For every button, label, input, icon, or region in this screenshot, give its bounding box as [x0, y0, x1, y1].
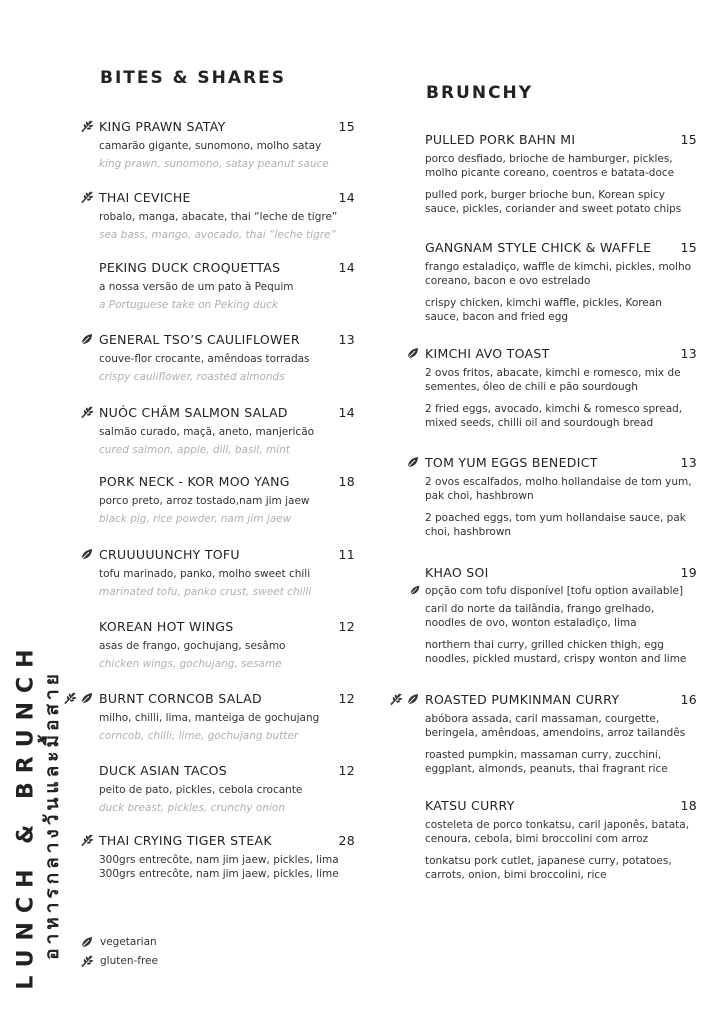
menu-item-header: [425, 798, 697, 814]
menu-item-price: 12: [338, 691, 355, 706]
menu-item-name: NUÓC CHÂM SALMON SALAD: [99, 405, 288, 420]
menu-item: [99, 763, 355, 815]
menu-item-description-pt: 2 ovos fritos, abacate, kimchi e romesco, mix de sementes, óleo de chili e pão sourdough: [425, 367, 681, 393]
menu-item-description-pt: caril do norte da tailândia, frango grelhado, noodles de ovo, wonton estaladiço, lima: [425, 603, 655, 629]
menu-item-description-en: sea bass, mango, avocado, thai “leche tigre”: [99, 229, 336, 241]
menu-item-description-pt: asas de frango, gochujang, sesâmo: [99, 640, 286, 652]
leaf-icon: [80, 332, 94, 346]
menu-item-name: GENERAL TSO’S CAULIFLOWER: [99, 332, 300, 347]
menu-item: [99, 547, 355, 599]
menu-item: [425, 565, 697, 666]
menu-item-header: [425, 455, 697, 471]
menu-item-description-en: chicken wings, gochujang, sesame: [99, 658, 282, 670]
menu-item-name: BURNT CORNCOB SALAD: [99, 691, 262, 706]
menu-item-header: [99, 691, 355, 707]
menu-item-description-pt: frango estaladiço, waffle de kimchi, pickles, molho coreano, bacon e ovo estrelado: [425, 261, 692, 287]
menu-item-note-text: opção com tofu disponível [tofu option available]: [425, 585, 684, 597]
bites-section-title: BITES & SHARES: [100, 68, 286, 88]
leaf-icon: [406, 692, 420, 706]
menu-item-header: [425, 692, 697, 708]
menu-item-name: CRUUUUUNCHY TOFU: [99, 547, 240, 562]
wheat-icon: [80, 405, 94, 419]
menu-item-name: THAI CEVICHE: [99, 190, 191, 205]
menu-item-header: [99, 474, 355, 490]
menu-item-description-en: 2 poached eggs, tom yum hollandaise sauce, pak choi, hashbrown: [425, 512, 686, 538]
menu-item: [425, 455, 697, 539]
menu-item-price: 13: [338, 332, 355, 347]
menu-item-name: DUCK ASIAN TACOS: [99, 763, 228, 778]
diet-icons: [80, 833, 94, 847]
menu-item-name: TOM YUM EGGS BENEDICT: [425, 455, 598, 470]
diet-icons: [406, 346, 420, 360]
menu-item-name: KHAO SOI: [425, 565, 489, 580]
menu-item: [425, 798, 697, 882]
leaf-icon: [80, 935, 94, 949]
menu-item: [425, 240, 697, 324]
legend-vegetarian: [80, 935, 157, 949]
menu-item-description-pt: robalo, manga, abacate, thai “leche de tigre”: [99, 211, 338, 223]
menu-item-price: 12: [338, 763, 355, 778]
menu-item-description-en: marinated tofu, panko crust, sweet chilli: [99, 586, 312, 598]
menu-item-price: 15: [338, 119, 355, 134]
side-title-english: LUNCH & BRUNCH: [13, 640, 39, 990]
menu-item-price: 14: [338, 260, 355, 275]
menu-item-price: 28: [338, 833, 355, 848]
menu-item-description-pt: costeleta de porco tonkatsu, caril japonês, batata, cenoura, cebola, bimi broccolini com arroz: [425, 819, 690, 845]
menu-item-price: 12: [338, 619, 355, 634]
diet-icons: [80, 190, 94, 204]
wheat-icon: [63, 691, 77, 705]
menu-item-price: 15: [680, 132, 697, 147]
legend-gluten-free: [80, 954, 158, 968]
diet-icons: [80, 405, 94, 419]
menu-item-description-pt: 300grs entrecôte, nam jim jaew, pickles, lima: [99, 854, 339, 866]
menu-item-name: ROASTED PUMKINMAN CURRY: [425, 692, 620, 707]
menu-item-header: [425, 132, 697, 148]
menu-item: [99, 691, 355, 743]
diet-icons: [63, 691, 94, 705]
menu-item: [99, 190, 355, 242]
menu-item-name: PEKING DUCK CROQUETTAS: [99, 260, 281, 275]
leaf-icon: [406, 346, 420, 360]
menu-item-description-en: corncob, chilli, lime, gochujang butter: [99, 730, 299, 742]
menu-item-name: KOREAN HOT WINGS: [99, 619, 234, 634]
brunchy-section-title: BRUNCHY: [426, 83, 534, 103]
menu-item-header: [99, 763, 355, 779]
menu-item-price: 13: [680, 455, 697, 470]
menu-item-name: KIMCHI AVO TOAST: [425, 346, 550, 361]
menu-item-header: [99, 405, 355, 421]
side-title-thai: อาหารกลางวันและมื้อสาย: [41, 670, 63, 960]
leaf-icon: [409, 584, 421, 596]
menu-item-description-pt: a nossa versão de um pato à Pequim: [99, 281, 294, 293]
menu-item-description-en: duck breast, pickles, crunchy onion: [99, 802, 286, 814]
diet-icons: [389, 692, 420, 706]
legend-vegetarian-label: vegetarian: [100, 936, 157, 948]
menu-item-price: 18: [680, 798, 697, 813]
menu-item-description-pt: tofu marinado, panko, molho sweet chili: [99, 568, 311, 580]
menu-item-header: [99, 260, 355, 276]
menu-item-price: 13: [680, 346, 697, 361]
menu-item-description-en: 2 fried eggs, avocado, kimchi & romesco spread, mixed seeds, chilli oil and sourdough bread: [425, 403, 683, 429]
menu-item-description-pt: salmão curado, maçã, aneto, manjericão: [99, 426, 315, 438]
menu-item-name: THAI CRYING TIGER STEAK: [99, 833, 272, 848]
menu-item-header: [99, 332, 355, 348]
menu-item-header: [99, 619, 355, 635]
menu-item-description-en: roasted pumpkin, massaman curry, zucchini, eggplant, almonds, peanuts, thai fragrant rice: [425, 749, 668, 775]
menu-item-header: [99, 119, 355, 135]
menu-item-description-pt: porco preto, arroz tostado,nam jim jaew: [99, 495, 310, 507]
wheat-icon: [80, 119, 94, 133]
wheat-icon: [80, 190, 94, 204]
menu-item: [425, 346, 697, 430]
menu-item-price: 16: [680, 692, 697, 707]
menu-item-price: 14: [338, 190, 355, 205]
menu-item: [99, 119, 355, 171]
menu-item-name: KATSU CURRY: [425, 798, 515, 813]
menu-item-description-en: crispy cauliflower, roasted almonds: [99, 371, 285, 383]
wheat-icon: [80, 833, 94, 847]
menu-item-header: [99, 547, 355, 563]
diet-icons: [80, 332, 94, 346]
menu-item-description-pt: camarão gigante, sunomono, molho satay: [99, 140, 322, 152]
menu-item-description-pt: porco desfiado, brioche de hamburger, pickles, molho picante coreano, coentros e batata-doce: [425, 153, 675, 179]
menu-item-description-pt: peito de pato, pickles, cebola crocante: [99, 784, 303, 796]
leaf-icon: [80, 691, 94, 705]
menu-item-price: 14: [338, 405, 355, 420]
diet-icons: [80, 547, 94, 561]
menu-item-description-en: tonkatsu pork cutlet, japanese curry, potatoes, carrots, onion, bimi broccolini, rice: [425, 855, 672, 881]
menu-item-price: 19: [680, 565, 697, 580]
menu-item: [99, 833, 355, 881]
side-banner: [0, 300, 80, 990]
menu-item-description-en: cured salmon, apple, dill, basil, mint: [99, 444, 290, 456]
menu-item-name: PULLED PORK BAHN MI: [425, 132, 576, 147]
menu-item-description-pt: abóbora assada, caril massaman, courgette, beringela, amêndoas, amendoins, arroz tailandês: [425, 713, 686, 739]
menu-item-header: [425, 346, 697, 362]
menu-item-description-en: a Portuguese take on Peking duck: [99, 299, 279, 311]
menu-item: [99, 474, 355, 526]
wheat-icon: [389, 692, 403, 706]
leaf-icon: [80, 547, 94, 561]
menu-item-header: [425, 565, 697, 581]
menu-item-description-en: crispy chicken, kimchi waffle, pickles, Korean sauce, bacon and fried egg: [425, 297, 662, 323]
menu-item-description-en: northern thai curry, grilled chicken thigh, egg noodles, pickled mustard, crispy wonton and lime: [425, 639, 687, 665]
menu-item: [425, 692, 697, 776]
menu-item-description-en: 300grs entrecôte, nam jim jaew, pickles, lime: [99, 868, 339, 880]
legend-gluten-free-label: gluten-free: [100, 955, 158, 967]
menu-item-price: 15: [680, 240, 697, 255]
menu-item-note: [425, 584, 697, 598]
menu-item-name: PORK NECK - KOR MOO YANG: [99, 474, 290, 489]
leaf-icon: [406, 455, 420, 469]
menu-item-description-pt: 2 ovos escalfados, molho hollandaise de tom yum, pak choi, hashbrown: [425, 476, 692, 502]
menu-item-price: 18: [338, 474, 355, 489]
menu-item-price: 11: [338, 547, 355, 562]
menu-item-description-en: black pig, rice powder, nam jim jaew: [99, 513, 292, 525]
wheat-icon: [80, 954, 94, 968]
menu-item: [425, 132, 697, 216]
menu-item-name: GANGNAM STYLE CHICK & WAFFLE: [425, 240, 652, 255]
menu-item: [99, 332, 355, 384]
menu-item-header: [99, 190, 355, 206]
menu-item: [99, 405, 355, 457]
menu-item-description-pt: milho, chilli, lima, manteiga de gochujang: [99, 712, 320, 724]
menu-item-description-pt: couve-flor crocante, amêndoas torradas: [99, 353, 310, 365]
menu-item: [99, 619, 355, 671]
menu-item-description-en: king prawn, sunomono, satay peanut sauce: [99, 158, 329, 170]
menu-item-header: [99, 833, 355, 849]
menu-item-name: KING PRAWN SATAY: [99, 119, 226, 134]
menu-item-description-en: pulled pork, burger brioche bun, Korean spicy sauce, pickles, coriander and sweet potato chips: [425, 189, 682, 215]
diet-icons: [406, 455, 420, 469]
menu-item: [99, 260, 355, 312]
menu-item-header: [425, 240, 697, 256]
diet-icons: [80, 119, 94, 133]
